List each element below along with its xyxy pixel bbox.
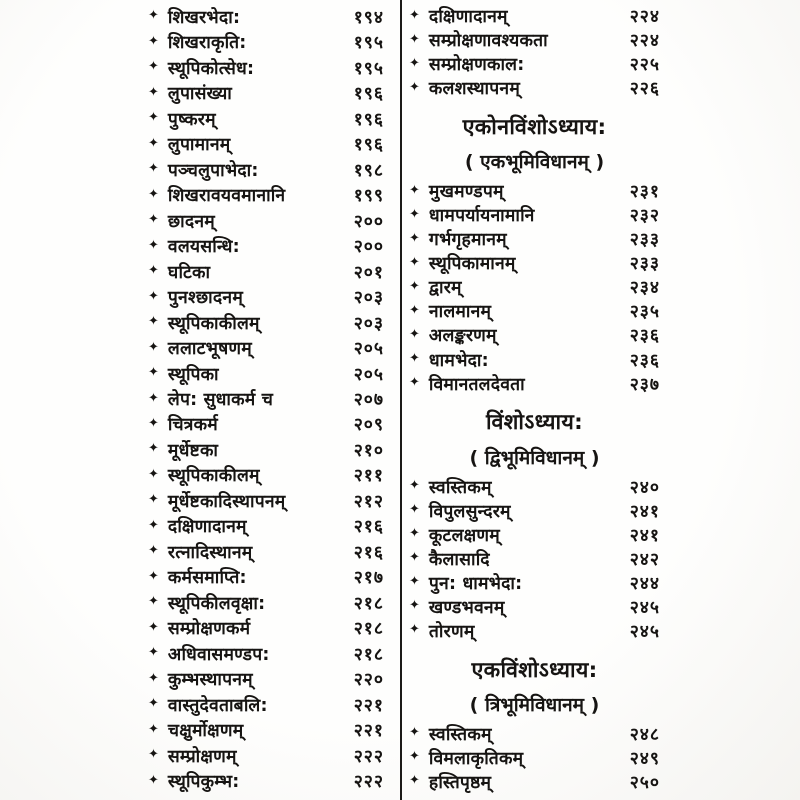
toc-entry-page-number: २२५ <box>629 55 660 76</box>
toc-entry-title: लुपासंख्या <box>167 84 232 105</box>
toc-entry-title: गर्भगृहमानम् <box>428 230 507 251</box>
toc-entry-row <box>148 616 384 641</box>
toc-entry-title: विमानतलदेवता <box>428 374 525 395</box>
toc-entry-row <box>409 499 660 523</box>
toc-entry-row <box>148 310 384 335</box>
toc-entry-title: पञ्चलुपाभेदा: <box>167 160 259 181</box>
chapter-heading-row <box>409 643 660 686</box>
diamond-bullet-icon: ✦ <box>148 645 159 661</box>
toc-entry-page-number: १९४ <box>353 7 384 28</box>
diamond-bullet-icon: ✦ <box>409 749 420 765</box>
diamond-bullet-icon: ✦ <box>409 55 420 71</box>
diamond-bullet-icon: ✦ <box>148 619 159 635</box>
toc-entry-title: नालमानम् <box>428 302 492 323</box>
diamond-bullet-icon: ✦ <box>409 7 420 23</box>
toc-entry-row <box>148 463 384 488</box>
chapter-heading-row <box>409 396 660 439</box>
toc-entry-title: मूर्धेष्टका <box>167 440 219 461</box>
diamond-bullet-icon: ✦ <box>409 526 420 542</box>
toc-entry-page-number: १९९ <box>353 186 384 207</box>
diamond-bullet-icon: ✦ <box>148 8 159 24</box>
toc-entry-title: शिखरभेदा: <box>167 7 241 28</box>
toc-entry-row <box>409 347 660 371</box>
toc-entry-row <box>148 488 384 513</box>
diamond-bullet-icon: ✦ <box>409 725 420 741</box>
diamond-bullet-icon: ✦ <box>409 351 420 366</box>
toc-entry-row <box>409 179 660 203</box>
toc-entry-page-number: २४४ <box>629 573 660 594</box>
toc-entry-row <box>409 571 660 595</box>
diamond-bullet-icon: ✦ <box>409 502 420 518</box>
diamond-bullet-icon: ✦ <box>409 182 420 198</box>
toc-entry-row <box>409 746 660 770</box>
toc-entry-title: द्वारम् <box>428 278 462 299</box>
toc-entry-title: घटिका <box>167 262 211 283</box>
toc-entry-page-number: २३३ <box>629 230 660 251</box>
toc-entry-row <box>148 4 384 29</box>
toc-entry-row <box>148 692 384 717</box>
toc-entry-title: पुष्करम् <box>167 109 216 130</box>
toc-entry-title: विपुलसुन्दरम् <box>428 501 511 522</box>
toc-entry-row <box>148 437 384 462</box>
toc-entry-page-number: २५० <box>629 772 660 793</box>
diamond-bullet-icon: ✦ <box>148 594 159 610</box>
toc-entry-row <box>148 131 384 156</box>
diamond-bullet-icon: ✦ <box>409 206 420 222</box>
diamond-bullet-icon: ✦ <box>148 212 159 228</box>
toc-entry-page-number: २३३ <box>629 254 660 275</box>
toc-entry-page-number: २१७ <box>353 568 384 589</box>
diamond-bullet-icon: ✦ <box>409 375 420 391</box>
diamond-bullet-icon: ✦ <box>148 110 159 126</box>
toc-entry-page-number: २०१ <box>353 262 384 283</box>
chapter-subtitle-row <box>409 438 660 474</box>
toc-entry-row <box>148 386 384 411</box>
toc-entry-page-number: २४० <box>629 477 660 498</box>
toc-entry-title: छादनम् <box>167 211 215 232</box>
diamond-bullet-icon: ✦ <box>148 84 159 100</box>
toc-entry-row <box>409 722 660 746</box>
toc-entry-title: तोरणम् <box>428 621 475 642</box>
toc-entry-row <box>148 361 384 386</box>
diamond-bullet-icon: ✦ <box>409 550 420 566</box>
toc-entry-page-number: २२४ <box>629 31 660 52</box>
toc-entry-page-number: २१८ <box>353 644 384 665</box>
toc-entry-page-number: २२६ <box>629 79 660 100</box>
toc-entry-row <box>148 565 384 590</box>
toc-entry-title: अलङ्करणम् <box>428 326 497 347</box>
diamond-bullet-icon: ✦ <box>409 302 420 318</box>
toc-entry-page-number: २४५ <box>629 621 660 642</box>
toc-entry-row <box>148 769 384 794</box>
toc-entry-title: ललाटभूषणम् <box>167 339 252 360</box>
toc-entry-page-number: २१२ <box>353 491 384 512</box>
diamond-bullet-icon: ✦ <box>148 33 159 49</box>
toc-entry-title: वास्तुदेवताबलि: <box>167 695 268 716</box>
diamond-bullet-icon: ✦ <box>409 574 420 590</box>
toc-entry-row <box>148 743 384 768</box>
toc-entry-page-number: २२० <box>353 670 384 691</box>
toc-entry-row <box>148 208 384 233</box>
toc-entry-row <box>148 182 384 207</box>
toc-entry-title: धामभेदा: <box>428 350 489 371</box>
toc-entry-row <box>409 203 660 227</box>
toc-entry-title: स्थूपिकोत्सेध: <box>167 58 255 79</box>
toc-entry-title: खण्डभवनम् <box>428 597 505 618</box>
toc-entry-title: शिखरावयवमानानि <box>167 186 286 207</box>
toc-entry-page-number: २०९ <box>353 415 384 436</box>
diamond-bullet-icon: ✦ <box>148 390 159 406</box>
toc-entry-page-number: २१६ <box>353 542 384 563</box>
toc-entry-page-number: १९८ <box>353 160 384 181</box>
diamond-bullet-icon: ✦ <box>148 288 159 304</box>
toc-entry-page-number: २४५ <box>629 597 660 618</box>
toc-entry-title: चित्रकर्म <box>167 415 218 436</box>
toc-entry-row <box>148 667 384 692</box>
toc-entry-row <box>409 76 660 100</box>
diamond-bullet-icon: ✦ <box>148 365 159 381</box>
toc-entry-row <box>409 475 660 499</box>
toc-entry-page-number: २०५ <box>353 339 384 360</box>
toc-entry-page-number: २१८ <box>353 593 384 614</box>
diamond-bullet-icon: ✦ <box>148 466 159 482</box>
toc-entry-page-number: २४९ <box>629 748 660 769</box>
chapter-subtitle: ( द्विभूमिविधानम् ) <box>469 446 600 469</box>
toc-entry-page-number: २२४ <box>629 7 660 28</box>
toc-entry-row <box>148 259 384 284</box>
toc-entry-page-number: २३६ <box>629 326 660 347</box>
toc-entry-row <box>148 233 384 258</box>
diamond-bullet-icon: ✦ <box>148 415 159 431</box>
toc-entry-row <box>148 412 384 437</box>
toc-entry-page-number: २०३ <box>353 313 384 334</box>
toc-entry-row <box>148 335 384 360</box>
toc-entry-page-number: २३६ <box>629 350 660 371</box>
toc-entry-page-number: २३१ <box>629 182 660 203</box>
toc-entry-row <box>148 80 384 105</box>
toc-entry-page-number: २०० <box>353 211 384 232</box>
toc-entry-page-number: २३७ <box>629 374 660 395</box>
toc-entry-title: स्थूपिकाकीलम् <box>167 313 260 334</box>
diamond-bullet-icon: ✦ <box>148 237 159 253</box>
toc-entry-row <box>409 28 660 52</box>
toc-entry-page-number: २०५ <box>353 364 384 385</box>
diamond-bullet-icon: ✦ <box>148 135 159 151</box>
toc-entry-page-number: १९६ <box>353 84 384 105</box>
diamond-bullet-icon: ✦ <box>148 721 159 737</box>
toc-entry-page-number: २४१ <box>629 501 660 522</box>
toc-entry-title: चक्षुर्मोक्षणम् <box>167 721 244 742</box>
diamond-bullet-icon: ✦ <box>148 339 159 355</box>
toc-entry-title: लुपामानम् <box>167 135 231 156</box>
diamond-bullet-icon: ✦ <box>148 517 159 533</box>
toc-entry-title: लेप: सुधाकर्म च <box>167 390 274 410</box>
diamond-bullet-icon: ✦ <box>409 254 420 270</box>
toc-entry-row <box>409 619 660 643</box>
toc-entry-row <box>409 323 660 347</box>
diamond-bullet-icon: ✦ <box>409 598 420 614</box>
toc-entry-page-number: १९६ <box>353 109 384 130</box>
toc-entry-page-number: २४१ <box>629 525 660 546</box>
chapter-heading: विंशोऽध्याय: <box>485 410 584 436</box>
toc-entry-row <box>409 299 660 323</box>
toc-entry-title: सम्प्रोक्षणावश्यकता <box>428 31 548 52</box>
toc-entry-row <box>148 514 384 539</box>
chapter-heading: एकोनविंशोऽध्याय: <box>462 115 607 141</box>
toc-entry-row <box>148 641 384 666</box>
toc-entry-row <box>148 55 384 80</box>
diamond-bullet-icon: ✦ <box>148 747 159 763</box>
toc-entry-page-number: २२१ <box>353 695 384 716</box>
toc-entry-title: कलशस्थापनम् <box>428 79 521 100</box>
toc-entry-row <box>409 227 660 251</box>
diamond-bullet-icon: ✦ <box>409 326 420 342</box>
toc-entry-row <box>148 718 384 743</box>
toc-entry-page-number: २१० <box>353 440 384 461</box>
toc-entry-row <box>409 523 660 547</box>
diamond-bullet-icon: ✦ <box>148 543 159 559</box>
chapter-subtitle-row <box>409 686 660 722</box>
toc-entry-page-number: २३५ <box>629 302 660 323</box>
diamond-bullet-icon: ✦ <box>148 492 159 508</box>
toc-entry-page-number: १९५ <box>353 58 384 79</box>
diamond-bullet-icon: ✦ <box>148 186 159 202</box>
toc-entry-title: सम्प्रोक्षणकर्म <box>167 619 251 640</box>
toc-entry-title: धामपर्यायनामानि <box>428 206 535 227</box>
chapter-subtitle: ( एकभूमिविधानम् ) <box>464 151 605 174</box>
toc-entry-title: शिखराकृति: <box>167 33 247 54</box>
toc-entry-title: विमलाकृतिकम् <box>428 748 524 769</box>
diamond-bullet-icon: ✦ <box>409 79 420 95</box>
toc-entry-title: स्थूपिकाकीलम् <box>167 466 260 487</box>
diamond-bullet-icon: ✦ <box>148 696 159 712</box>
diamond-bullet-icon: ✦ <box>409 31 420 47</box>
toc-entry-title: कैलासादि <box>428 549 490 570</box>
toc-entry-title: दक्षिणादानम् <box>428 7 508 28</box>
chapter-heading-row <box>409 100 660 143</box>
chapter-heading: एकविंशोऽध्याय: <box>471 657 598 683</box>
toc-entry-title: स्वस्तिकम् <box>428 477 492 498</box>
toc-right-column <box>402 0 800 800</box>
toc-entry-title: वलयसन्धि: <box>167 237 240 258</box>
toc-entry-page-number: २३२ <box>629 206 660 227</box>
toc-entry-title: कुम्भस्थापनम् <box>167 670 253 691</box>
toc-entry-title: रत्नादिस्थानम् <box>167 542 253 563</box>
toc-entry-title: स्थूपिका <box>167 364 219 385</box>
toc-entry-row <box>409 547 660 571</box>
diamond-bullet-icon: ✦ <box>148 161 159 177</box>
toc-entry-title: सम्प्रोक्षणम् <box>167 746 237 767</box>
toc-entry-title: स्थूपिकीलवृक्षा: <box>167 593 266 614</box>
diamond-bullet-icon: ✦ <box>409 278 420 294</box>
chapter-subtitle-row <box>409 143 660 179</box>
toc-entry-page-number: २४८ <box>629 724 660 745</box>
toc-entry-page-number: २१८ <box>353 619 384 640</box>
diamond-bullet-icon: ✦ <box>148 314 159 330</box>
toc-entry-title: पुन: धामभेदा: <box>428 573 523 594</box>
chapter-subtitle: ( त्रिभूमिविधानम् ) <box>469 693 600 716</box>
toc-entry-page-number: २११ <box>353 466 384 487</box>
toc-entry-row <box>148 590 384 615</box>
toc-entry-page-number: २२१ <box>353 721 384 742</box>
diamond-bullet-icon: ✦ <box>148 568 159 584</box>
diamond-bullet-icon: ✦ <box>409 773 420 789</box>
diamond-bullet-icon: ✦ <box>148 441 159 457</box>
toc-entry-title: मुखमण्डपम् <box>428 182 504 203</box>
toc-entry-page-number: २२२ <box>353 746 384 767</box>
diamond-bullet-icon: ✦ <box>148 263 159 279</box>
toc-entry-page-number: २१६ <box>353 517 384 538</box>
toc-entry-title: सम्प्रोक्षणकाल: <box>428 55 525 76</box>
diamond-bullet-icon: ✦ <box>148 670 159 686</box>
toc-entry-row <box>409 52 660 76</box>
toc-entry-title: स्वस्तिकम् <box>428 724 492 745</box>
toc-entry-title: दक्षिणादानम् <box>167 517 247 538</box>
toc-entry-row <box>148 29 384 54</box>
toc-entry-row <box>148 284 384 309</box>
toc-entry-title: स्थूपिकामानम् <box>428 254 516 275</box>
diamond-bullet-icon: ✦ <box>148 772 159 788</box>
toc-entry-title: कूटलक्षणम् <box>428 525 500 546</box>
toc-entry-row <box>148 157 384 182</box>
toc-entry-page-number: १९५ <box>353 33 384 54</box>
toc-entry-title: स्थूपिकुम्भ: <box>167 772 240 793</box>
toc-entry-title: मूर्धेष्टकादिस्थापनम् <box>167 491 286 512</box>
toc-entry-page-number: २०० <box>353 237 384 258</box>
toc-entry-page-number: २२२ <box>353 772 384 793</box>
toc-entry-row <box>409 770 660 794</box>
toc-entry-row <box>409 595 660 619</box>
toc-entry-row <box>148 539 384 564</box>
toc-entry-row <box>409 372 660 396</box>
toc-entry-title: पुनश्छादनम् <box>167 288 243 309</box>
toc-entry-row <box>148 106 384 131</box>
toc-entry-title: कर्मसमाप्ति: <box>167 568 247 589</box>
toc-entry-page-number: १९६ <box>353 135 384 156</box>
diamond-bullet-icon: ✦ <box>409 478 420 494</box>
diamond-bullet-icon: ✦ <box>409 230 420 246</box>
toc-entry-page-number: २०७ <box>353 390 384 410</box>
toc-entry-row <box>409 251 660 275</box>
toc-entry-page-number: २०३ <box>353 288 384 309</box>
diamond-bullet-icon: ✦ <box>409 622 420 638</box>
toc-entry-title: हस्तिपृष्ठम् <box>428 772 492 793</box>
diamond-bullet-icon: ✦ <box>148 59 159 75</box>
toc-entry-row <box>409 4 660 28</box>
toc-entry-page-number: २४२ <box>629 549 660 570</box>
toc-entry-page-number: २३४ <box>629 278 660 299</box>
toc-entry-title: अधिवासमण्डप: <box>167 644 270 665</box>
toc-entry-row <box>409 275 660 299</box>
